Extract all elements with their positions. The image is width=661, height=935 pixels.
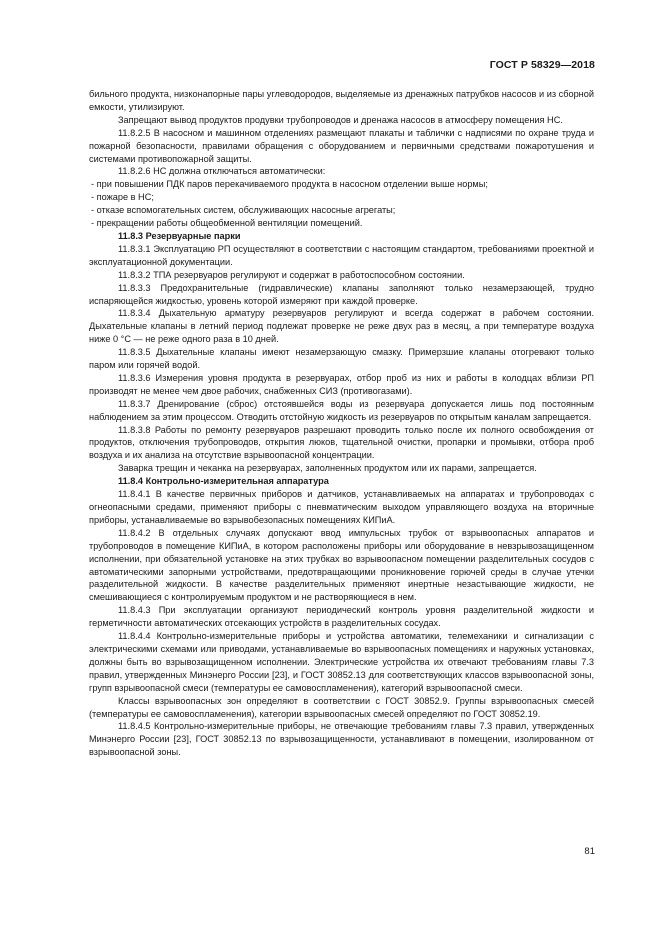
list-item: - при повышении ПДК паров перекачиваемого продукта в насосном отделении выше нормы; <box>91 179 488 190</box>
paragraph: 11.8.3.3 Предохранительные (гидравлические) клапаны заполняют только незамерзающей, трудно испаряющейся жидкостью, уровень которой измеряют при каждой проверке. <box>89 282 594 306</box>
paragraph: 11.8.4.5 Контрольно-измерительные приборы, не отвечающие требованиям главы 7.3 правил, утвержденных Минэнерго России [23], ГОСТ 30852.13 по взрывозащищенности, устанавливают в помещении, изолированном от взрывоопасной зоны. <box>89 721 594 758</box>
paragraph: бильного продукта, низконапорные пары углеводородов, выделяемые из дренажных патрубков насосов и из сборной емкости, утилизируют. <box>89 89 594 112</box>
paragraph: 11.8.4.3 При эксплуатации организуют периодический контроль уровня разделительной жидкости и герметичности автоматических отсекающих устройств в разделительных сосудах. <box>89 605 594 629</box>
paragraph: 11.8.4.4 Контрольно-измерительные приборы и устройства автоматики, телемеханики и сигнализации с электрическими схемами или приводами, устанавливаемые во взрывоопасных помещениях и наружных установках, должны быть во взрывозащищенном исполнении. Электрические устройства их отвечают требованиям главы 7.3 правил, утвержденных Минэнерго России [23], и ГОСТ 30852.13 для соответствующих классов взрывоопасной зоны, групп взрывоопасной смеси (температуры ее самовоспламенения), категорий взрывоопасной смеси. <box>89 631 594 693</box>
paragraph: 11.8.3.4 Дыхательную арматуру резервуаров регулируют и всегда содержат в рабочем состоянии. Дыхательные клапаны в летний период подлежат проверке не реже двух раз в месяц, а при температуре воздуха ниже 0 °С — не реже одного раза в 10 дней. <box>89 308 594 345</box>
paragraph: 11.8.3.1 Эксплуатацию РП осуществляют в соответствии с настоящим стандартом, требованиями проектной и эксплуатационной документации. <box>89 243 594 267</box>
section-heading: 11.8.4 Контрольно-измерительная аппаратура <box>118 476 329 487</box>
paragraph: Заварка трещин и чеканка на резервуарах, заполненных продуктом или их парами, запрещается. <box>118 463 537 474</box>
paragraph: 11.8.4.2 В отдельных случаях допускают ввод импульсных трубок от взрывоопасных аппаратов и трубопроводов в помещение КИПиА, в котором расположены приборы или оборудование в невзрывозащищенном исполнении, при обязательной установке на этих трубках во взрывоопасном помещении разделительных сосудов с автоматическими запорными устройствами, предотвращающими проникновение горючей среды в случае утечки разделительной жидкости. В качестве разделительных применяют инертные незастывающие жидкости, не смешивающиеся с контролируемым продуктом и не растворяющиеся в нем. <box>89 527 594 603</box>
paragraph: 11.8.3.8 Работы по ремонту резервуаров разрешают проводить только после их полного освобождения от продуктов, отключения трубопроводов, открытия люков, тщательной очистки, пропарки и промывки, отбора проб воздуха и их анализа на отсутствие взрывоопасной концентрации. <box>89 424 594 461</box>
section-heading: 11.8.3 Резервуарные парки <box>118 230 241 241</box>
paragraph: 11.8.2.5 В насосном и машинном отделениях размещают плакаты и таблички с надписями по охране труда и пожарной безопасности, правилами обращения с оборудованием и первичными средствами пожаротушения и системами противопожарной защиты. <box>89 127 594 164</box>
paragraph: 11.8.3.6 Измерения уровня продукта в резервуарах, отбор проб из них и работы в колодцах вблизи РП производят не менее чем двое рабочих, снабженных СИЗ (противогазами). <box>89 372 594 396</box>
list-item: - прекращении работы общеобменной вентиляции помещений. <box>91 218 363 229</box>
page-number: 81 <box>584 846 595 857</box>
paragraph: 11.8.3.2 ТПА резервуаров регулируют и содержат в работоспособном состоянии. <box>118 269 465 280</box>
paragraph: 11.8.3.5 Дыхательные клапаны имеют незамерзающую смазку. Примерзшие клапаны отогревают только паром или горячей водой. <box>89 347 594 371</box>
list-item: - пожаре в НС; <box>91 192 154 203</box>
list-item: - отказе вспомогательных систем, обслуживающих насосные агрегаты; <box>91 205 396 216</box>
paragraph: Классы взрывоопасных зон определяют в соответствии с ГОСТ 30852.9. Группы взрывоопасных смесей (температуры ее самовоспламенения), категории взрывоопасных смесей определяют по ГОСТ 30852.19. <box>89 695 594 719</box>
document-header: ГОСТ Р 58329—2018 <box>489 59 595 71</box>
document-body <box>89 88 594 759</box>
paragraph: 11.8.4.1 В качестве первичных приборов и датчиков, устанавливаемых на аппаратах и трубопроводах с огнеопасными средами, применяют приборы с пневматическим выходом управляющего воздуха на вторичные приборы, устанавливаемые во взрывобезопасных помещениях КИПиА. <box>89 489 594 525</box>
paragraph: Запрещают вывод продуктов продувки трубопроводов и дренажа насосов в атмосферу помещения НС. <box>118 114 563 125</box>
paragraph: 11.8.3.7 Дренирование (сброс) отстоявшейся воды из резервуара допускается лишь под постоянным наблюдением за этим процессом. Отводить отстойную жидкость из резервуаров по открытым каналам запрещается. <box>89 398 594 422</box>
paragraph: 11.8.2.6 НС должна отключаться автоматически: <box>118 166 326 177</box>
